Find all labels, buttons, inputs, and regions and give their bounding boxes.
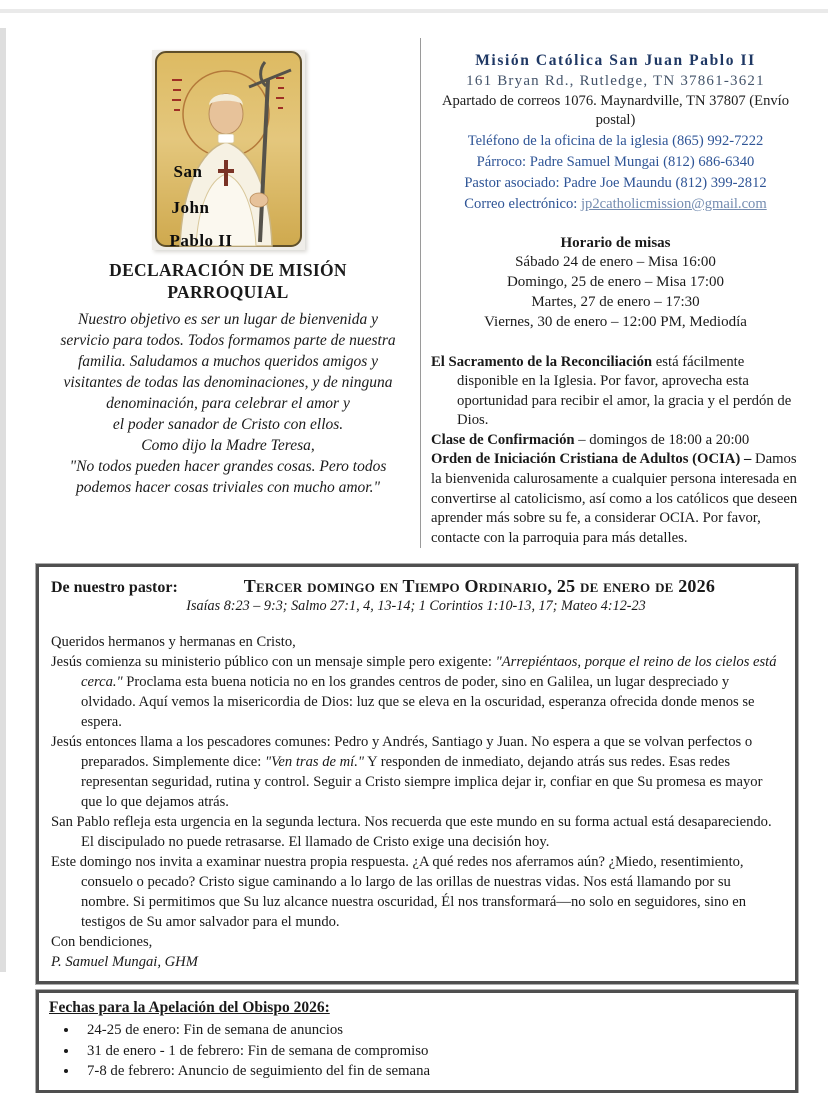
pastor-letter-label: De nuestro pastor: <box>51 579 178 597</box>
letter-closing: Con bendiciones, <box>51 933 153 950</box>
p1-text: Jesús comienza su ministerio público con un mensaje simple pero exigente: <box>51 654 496 671</box>
bishop-appeal-list <box>49 1020 781 1082</box>
reconciliation-lead: El Sacramento de la Reconciliación <box>431 353 653 370</box>
appeal-date-item: • 24-25 de enero: Fin de semana de anuncios <box>79 1020 781 1041</box>
mission-line: denominación, para celebrar el amor y <box>106 395 350 413</box>
mission-line: servicio para todos. Todos formamos parte de nuestra <box>60 331 396 349</box>
p2-text-cont: Y responden de inmediato, dejando atrás sus redes. Esas redes representan seguridad, rutina y control. Seguir a Cristo siempre implica dejar ir, confiar en que Su promesa es mayor que lo que dejamos atrás. <box>81 754 763 811</box>
mission-statement-body <box>36 309 420 499</box>
mission-line: podemos hacer cosas triviales con mucho amor." <box>76 479 380 497</box>
mission-line: Como dijo la Madre Teresa, <box>141 437 315 455</box>
reconciliation-text: está fácilmente disponible en la Iglesia. Por favor, aprovecha esta oportunidad para recibir el amor, la gracia y el perdón de Dios. <box>457 353 792 429</box>
scan-edge-left <box>0 28 6 972</box>
office-phone: Teléfono de la oficina de la iglesia (865) 992-7222 <box>467 132 764 149</box>
mission-line: Nuestro objetivo es ser un lugar de bienvenida y <box>78 310 378 328</box>
reconciliation-note <box>431 353 800 431</box>
confirmation-lead: Clase de Confirmación <box>431 431 575 448</box>
icon-caption-pablo: Pablo II <box>169 231 233 250</box>
parish-info-column <box>420 38 800 548</box>
mission-statement-title <box>36 260 420 304</box>
ocia-note <box>431 450 800 548</box>
appeal-date-item: • 31 de enero - 1 de febrero: Fin de semana de compromiso <box>79 1041 781 1062</box>
mass-schedule-title: Horario de misas <box>560 234 671 251</box>
bishop-appeal-title: Fechas para la Apelación del Obispo 2026: <box>49 998 330 1016</box>
confirmation-text: – domingos de 18:00 a 20:00 <box>574 431 750 448</box>
letter-paragraph-4: Este domingo nos invita a examinar nuestra propia respuesta. ¿A qué redes nos aferramos aún? ¿Miedo, resentimiento, consuelo o pecado? Cristo sigue caminando a lo largo de las orillas de nuestras vidas. Nos está llamando por su nombre. Si permitimos que Su luz alcance nuestra oscuridad, Él nos transformará—no solo en seguidores, sino en testigos de Su amor salvador para el mundo. <box>51 853 747 930</box>
mission-line: el poder sanador de Cristo con ellos. <box>112 416 344 434</box>
sunday-title: Tercer domingo en Tiempo Ordinario, 25 de enero de 2026 <box>243 576 716 597</box>
appeal-date-item: • 7-8 de febrero: Anuncio de seguimiento del fin de semana <box>79 1061 781 1082</box>
church-name: Misión Católica San Juan Pablo II <box>475 52 756 69</box>
letter-greeting: Queridos hermanos y hermanas en Cristo, <box>51 634 296 651</box>
pastor-phone: Párroco: Padre Samuel Mungai (812) 686-6340 <box>476 154 755 171</box>
announcements <box>431 353 800 548</box>
p1-text-cont: Proclama esta buena noticia no en los grandes centros de poder, sino en Galilea, un lugar despreciado y olvidado. Aquí vemos la misericordia de Dios: luz que se eleva en la oscuridad, esperanza ofrecida donde menos se espera. <box>81 674 755 731</box>
email-row <box>431 196 800 213</box>
mass-schedule-line: Domingo, 25 de enero – Misa 17:00 <box>506 273 725 290</box>
mailing-address: Apartado de correos 1076. Maynardville, TN 37807 (Envío postal) <box>441 93 790 128</box>
scan-edge-top <box>0 9 828 13</box>
letter-paragraph-1 <box>51 653 781 733</box>
john-paul-ii-photo <box>152 50 305 250</box>
mission-column <box>36 38 420 548</box>
pastor-letter-header <box>51 576 781 597</box>
associate-pastor-phone: Pastor asociado: Padre Joe Maundu (812) 399-2812 <box>464 175 767 192</box>
bishop-appeal-box <box>36 990 798 1093</box>
pastor-letter-body <box>51 633 781 973</box>
icon-caption-john: John <box>171 198 210 217</box>
p2-quote: "Ven tras de mí." <box>264 754 364 771</box>
email-label: Correo electrónico: <box>464 195 581 212</box>
letter-paragraph-2 <box>51 733 781 813</box>
mass-schedule-line: Sábado 24 de enero – Misa 16:00 <box>515 253 716 270</box>
letter-signature: P. Samuel Mungai, GHM <box>51 953 198 970</box>
ocia-dash: – <box>740 451 755 468</box>
pastor-letter-box <box>36 564 798 984</box>
email-link[interactable]: jp2catholicmission@gmail.com <box>581 195 767 212</box>
mass-schedule-line: Viernes, 30 de enero – 12:00 PM, Mediodía <box>484 314 747 331</box>
scripture-readings: Isaías 8:23 – 9:3; Salmo 27:1, 4, 13-14; 1 Corintios 1:10-13, 17; Mateo 4:12-23 <box>186 598 646 615</box>
mass-schedule-line: Martes, 27 de enero – 17:30 <box>531 294 700 311</box>
icon-caption-san: San <box>173 162 203 181</box>
mission-line: familia. Saludamos a muchos queridos amigos y <box>77 352 379 370</box>
mission-title-line2: PARROQUIAL <box>167 281 289 302</box>
john-paul-ii-icon-image <box>152 50 305 250</box>
street-address: 161 Bryan Rd., Rutledge, TN 37861-3621 <box>466 73 765 89</box>
mission-line: "No todos pueden hacer grandes cosas. Pero todos <box>69 458 387 476</box>
confirmation-class-note <box>431 431 800 451</box>
ocia-lead: Orden de Iniciación Cristiana de Adultos (OCIA) <box>431 451 741 468</box>
p2-text: Jesús entonces llama a los pescadores comunes: Pedro y Andrés, Santiago y Juan. No espera a que se volvan perfectos o preparados. Simplemente dice: <box>51 734 753 771</box>
mission-line: visitantes de todas las denominaciones, y de ninguna <box>63 373 393 391</box>
p1-quote: "Arrepiéntaos, porque el reino de los cielos está cerca." <box>81 654 777 691</box>
letter-paragraph-3: San Pablo refleja esta urgencia en la segunda lectura. Nos recuerda que este mundo en su forma actual está desapareciendo. El discipulado no puede retrasarse. El llamado de Cristo exige una decisión hoy. <box>51 814 772 850</box>
mission-title-line1: DECLARACIÓN DE MISIÓN <box>109 260 347 280</box>
ocia-text: Damos la bienvenida calurosamente a cualquier persona interesada en convertirse al catolicismo, así como a los católicos que deseen aprender más sobre su fe, a considerar OCIA. Por favor, contacte con la parroquia para más detalles. <box>431 451 798 546</box>
